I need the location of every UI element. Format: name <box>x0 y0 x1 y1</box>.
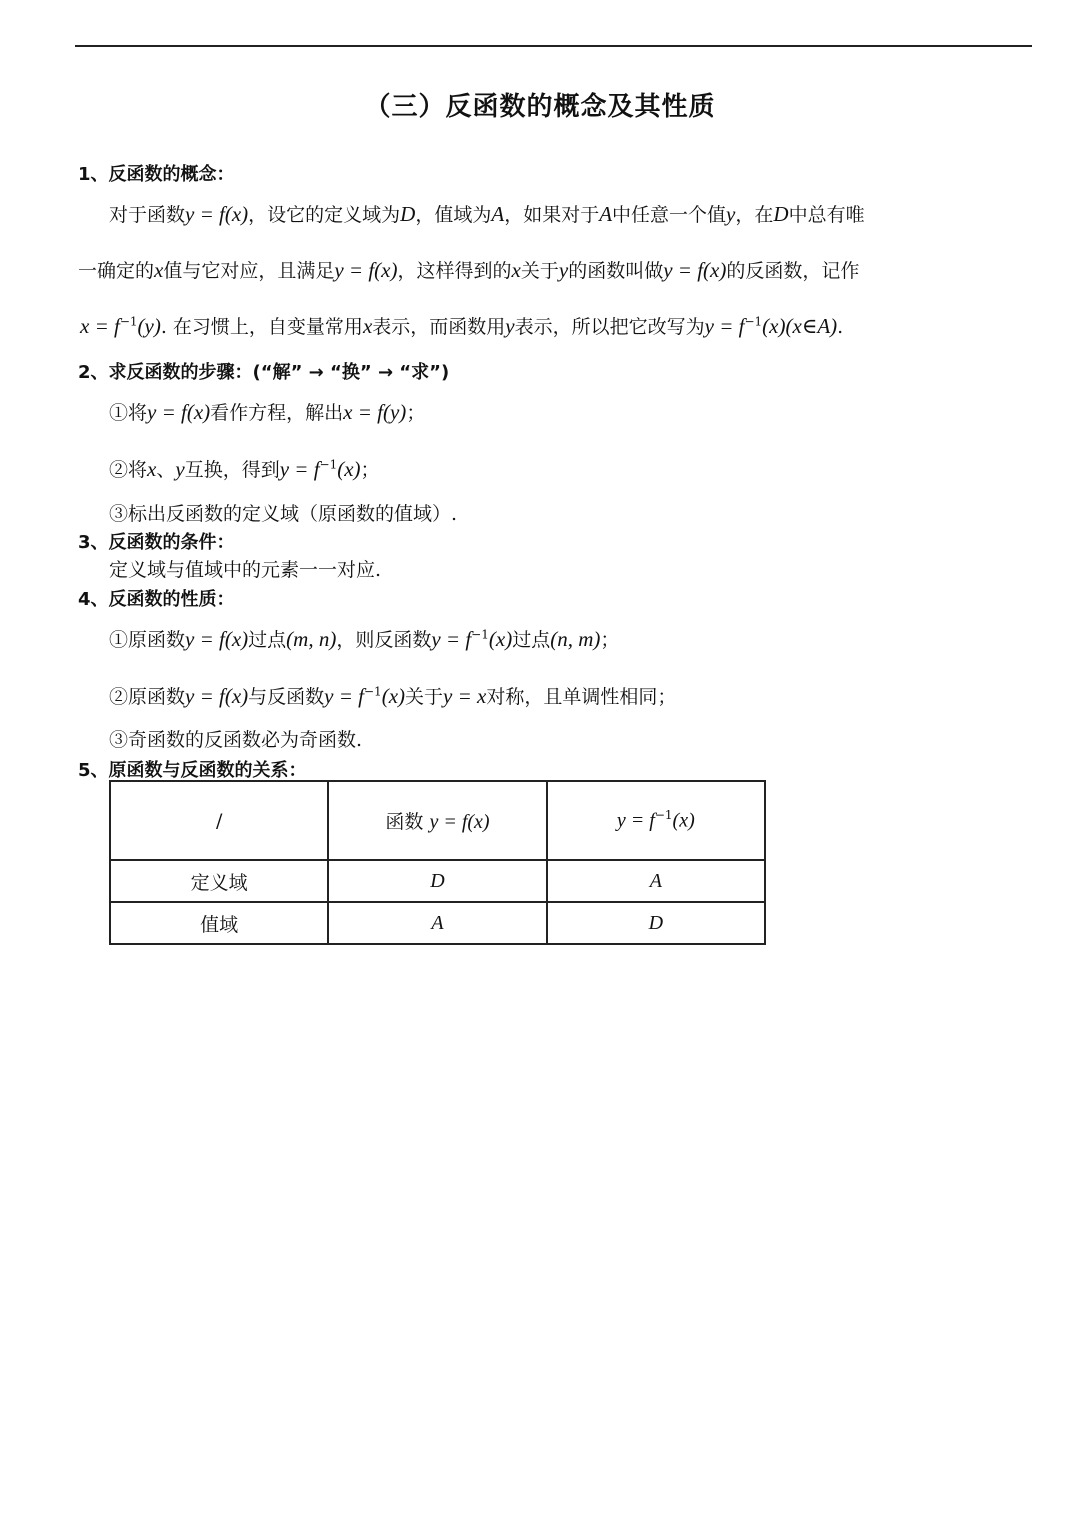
table-cell: D <box>328 860 546 902</box>
section-5-heading: 5、原函数与反函数的关系： <box>78 760 307 781</box>
section-2-heading: 2、求反函数的步骤：(“解” → “换” → “求”) <box>78 362 450 383</box>
property-1: ①原函数y = f(x)过点(m, n)，则反函数$y = f^{-1}(x)$过点(n, m)； <box>109 627 620 651</box>
page-title: （三）反函数的概念及其性质 <box>364 92 716 122</box>
step-1: ①将y = f(x)看作方程，解出x = f(y)； <box>109 400 426 424</box>
section-3-heading: 3、反函数的条件： <box>78 532 235 553</box>
top-rule <box>75 45 1032 47</box>
table-row <box>110 902 765 944</box>
property-2: ②原函数y = f(x)与反函数$y = f^{-1}(x)$关于y = x对称，且单调性相同； <box>109 684 677 708</box>
property-3: ③奇函数的反函数必为奇函数. <box>109 729 363 751</box>
condition-text: 定义域与值域中的元素一一对应. <box>109 559 382 581</box>
table-row <box>110 860 765 902</box>
table-cell: A <box>547 860 765 902</box>
step-3: ③标出反函数的定义域（原函数的值域）. <box>109 503 458 525</box>
table-cell: A <box>328 902 546 944</box>
definition-line-3: $x = f^{-1}(y)$. 在习惯上，自变量常用x表示，而函数用y表示，所以把它改写为$y = f^{-1}(x)(x\in A)$. <box>80 314 844 338</box>
table-cell: 值域 <box>110 902 328 944</box>
definition-line-2: 一确定的x值与它对应，且满足y = f(x)，这样得到的x关于y的函数叫做y = f(x)的反函数，记作 <box>78 258 860 282</box>
table-cell: 定义域 <box>110 860 328 902</box>
relation-table <box>109 780 766 945</box>
definition-line-1: 对于函数y = f(x)，设它的定义域为D，值域为A，如果对于A中任意一个值y，在D中总有唯 <box>109 202 865 226</box>
section-1-heading: 1、反函数的概念： <box>78 164 235 185</box>
section-4-heading: 4、反函数的性质： <box>78 589 235 610</box>
step-2: ②将x、y互换，得到$y = f^{-1}(x)$； <box>109 457 380 481</box>
table-cell: D <box>547 902 765 944</box>
table-header-row <box>110 781 765 860</box>
table-corner-cell: / <box>110 781 328 860</box>
table-header-original: 函数 y = f(x) <box>328 781 546 860</box>
table-header-inverse: $y = f^{-1}(x)$ <box>547 781 765 860</box>
